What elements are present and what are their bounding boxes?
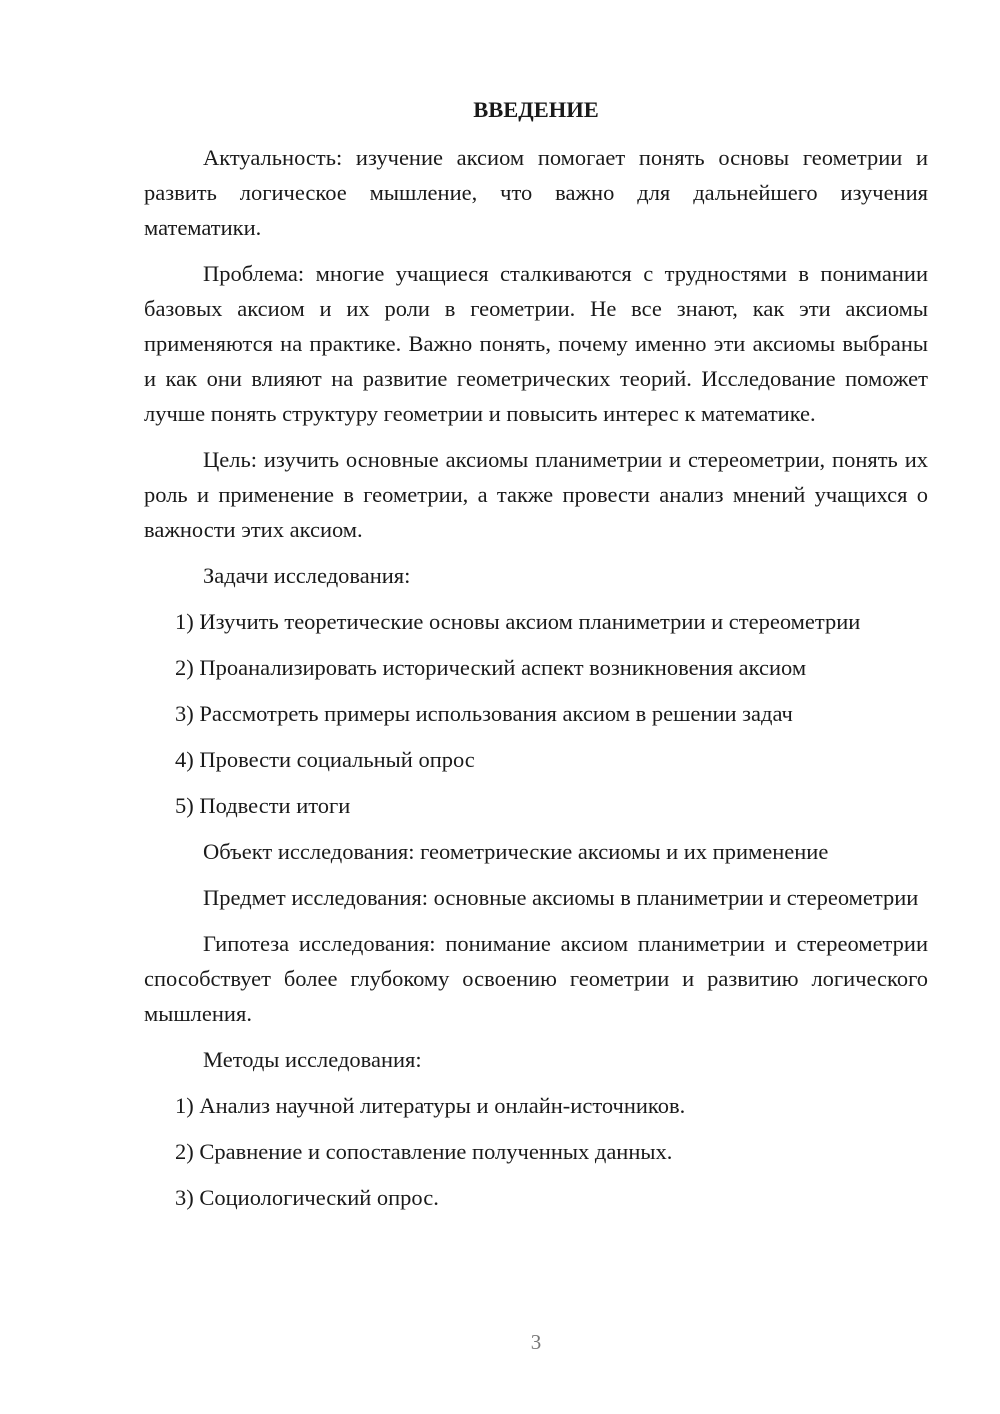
tasks-heading: Задачи исследования: (203, 563, 411, 588)
list-item: 1) Анализ научной литературы и онлайн-источников. (175, 1093, 686, 1118)
list-item: 2) Сравнение и сопоставление полученных данных. (175, 1139, 673, 1164)
list-item: 2) Проанализировать исторический аспект возникновения аксиом (175, 655, 807, 680)
relevance-paragraph: Актуальность: изучение аксиом помогает понять основы геометрии и развить логическое мышление, что важно для дальнейшего изучения математики. (144, 145, 928, 240)
page-number: 3 (530, 1330, 542, 1354)
goal-paragraph: Цель: изучить основные аксиомы планиметрии и стереометрии, понять их роль и применение в геометрии, а также провести анализ мнений учащихся о важности этих аксиом. (144, 447, 928, 542)
list-item: 5) Подвести итоги (175, 793, 351, 818)
object-paragraph: Объект исследования: геометрические аксиомы и их применение (203, 839, 829, 864)
list-item: 3) Социологический опрос. (175, 1185, 439, 1210)
methods-heading: Методы исследования: (203, 1047, 422, 1072)
document-page (144, 92, 928, 1226)
list-item: 4) Провести социальный опрос (175, 747, 475, 772)
hypothesis-paragraph: Гипотеза исследования: понимание аксиом планиметрии и стереометрии способствует более глубокому освоению геометрии и развитию логического мышления. (144, 931, 928, 1026)
tasks-list (144, 604, 928, 823)
list-item: 1) Изучить теоретические основы аксиом планиметрии и стереометрии (175, 609, 861, 634)
page-title: ВВЕДЕНИЕ (473, 97, 599, 122)
list-item: 3) Рассмотреть примеры использования аксиом в решении задач (175, 701, 793, 726)
methods-list (144, 1088, 928, 1215)
problem-paragraph: Проблема: многие учащиеся сталкиваются с трудностями в понимании базовых аксиом и их роли в геометрии. Не все знают, как эти аксиомы применяются на практике. Важно понять, почему именно эти аксиомы выбраны и как они влияют на развитие геометрических теорий. Исследование поможет лучше понять структуру геометрии и повысить интерес к математике. (144, 261, 928, 426)
subject-paragraph: Предмет исследования: основные аксиомы в планиметрии и стереометрии (203, 885, 919, 910)
